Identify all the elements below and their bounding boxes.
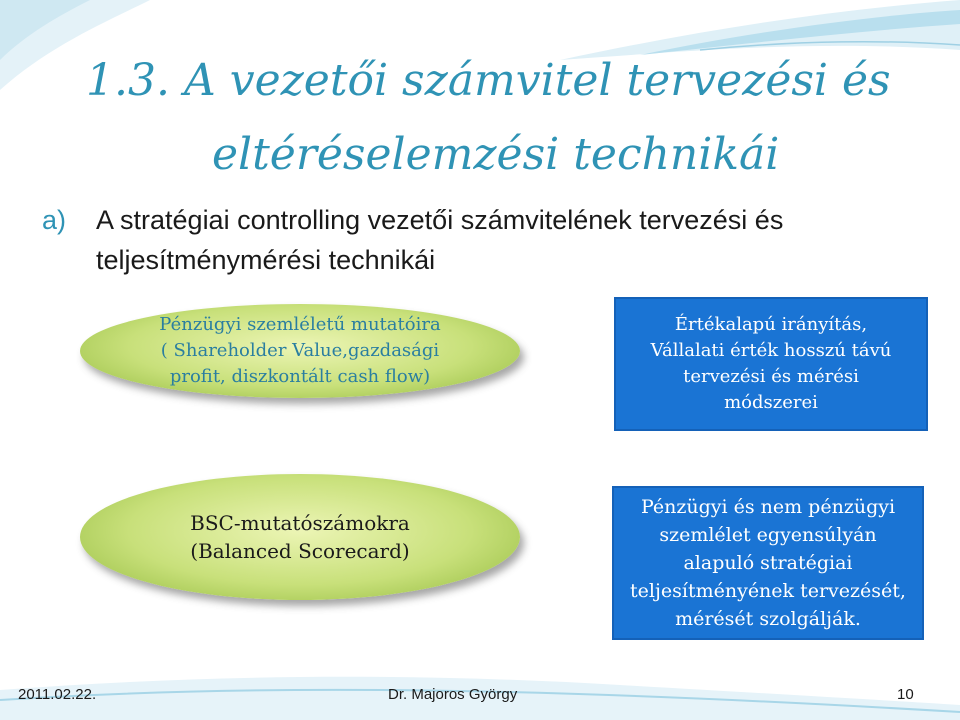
box-value-based-management — [614, 297, 928, 431]
bullet-point — [42, 200, 942, 280]
ellipse-financial-metrics-text: Pénzügyi szemléletű mutatóira ( Shareholder Value,gazdasági profit, diszkontált cash flow) — [159, 314, 441, 387]
ellipse-bsc-metrics-text: BSC-mutatószámokra (Balanced Scorecard) — [190, 511, 410, 563]
bullet-text: A stratégiai controlling vezetői számvitelének tervezési és teljesítménymérési technikái — [96, 205, 784, 275]
ellipse-financial-metrics — [80, 304, 520, 398]
footer-page-number: 10 — [897, 686, 914, 703]
footer-author: Dr. Majoros György — [388, 686, 518, 703]
slide-title — [86, 44, 946, 192]
footer-date: 2011.02.22. — [18, 686, 97, 703]
box-balanced-perspective-text: Pénzügyi és nem pénzügyi szemlélet egyensúlyán alapuló stratégiai teljesítményének tervezését, mérését szolgálják. — [630, 496, 906, 630]
slide-title-line2: eltéréselemzési technikái — [212, 129, 780, 180]
box-balanced-perspective — [612, 486, 924, 640]
box-value-based-management-text: Értékalapú irányítás, Vállalati érték hosszú távú tervezési és mérési módszerei — [650, 314, 892, 413]
slide-title-line1: 1.3. A vezetői számvitel tervezési és — [86, 55, 891, 106]
bullet-marker: a) — [42, 205, 67, 235]
ellipse-bsc-metrics — [80, 474, 520, 600]
